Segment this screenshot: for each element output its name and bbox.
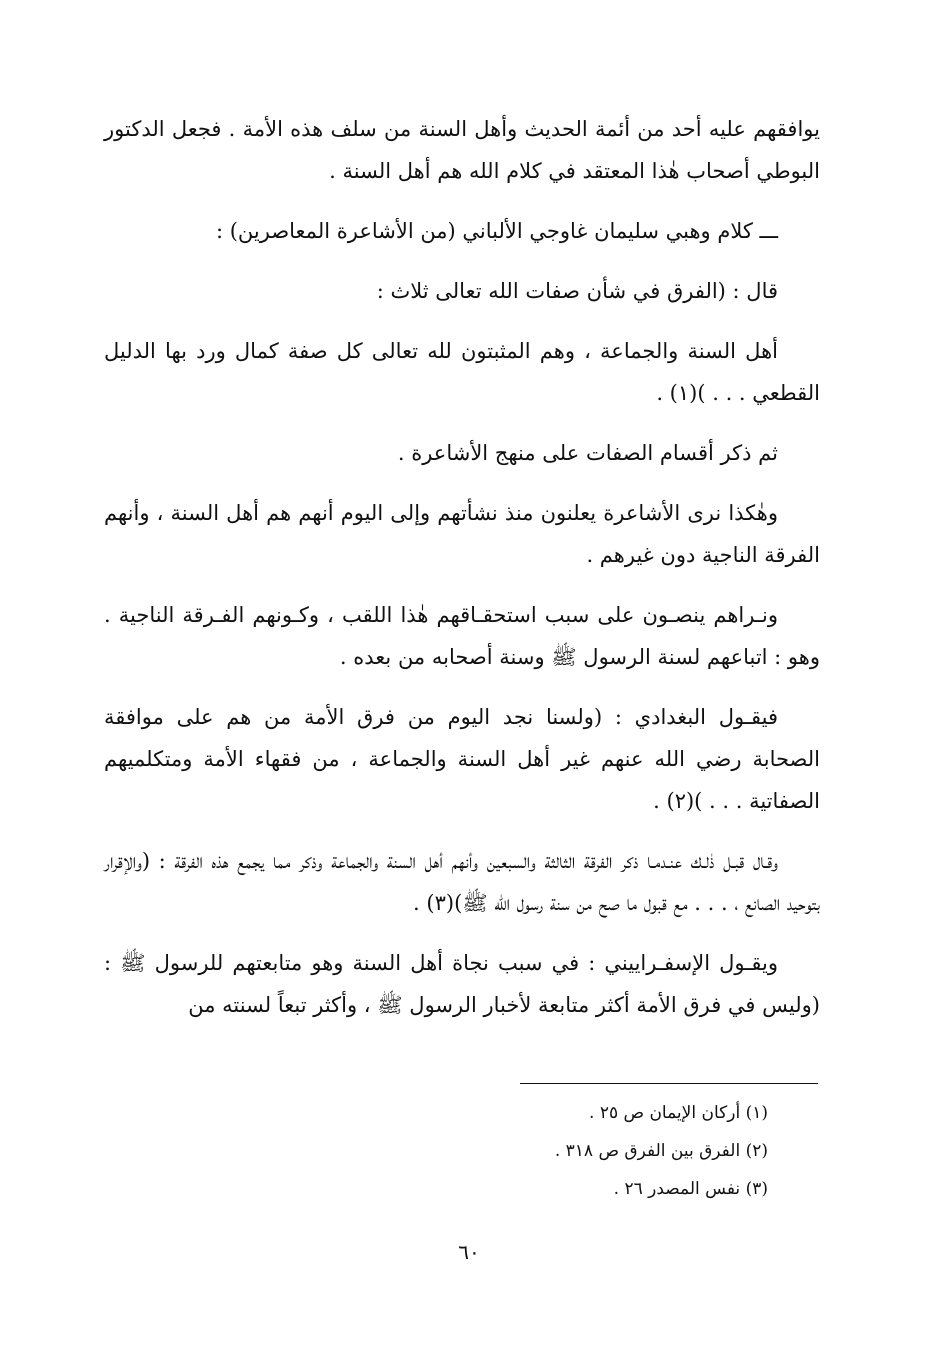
page-number: ٦٠	[458, 1240, 480, 1264]
footnote-1: (١) أركان الإيمان ص ٢٥ .	[589, 1103, 768, 1123]
footnote-3: (٣) نفس المصدر ٢٦ .	[613, 1179, 768, 1199]
paragraph-2-heading: ـــ كلام وهبي سليمان غاوجي الألباني (من الأشاعرة المعاصرين) :	[215, 219, 778, 243]
paragraph-10: ويقـول الإسفـراييني : في سبب نجاة أهل السنة وهو متابعتهم للرسول ﷺ : (وليس في فرق الأمة أكثر متابعة لأخبار الرسول ﷺ ، وأكثر تبعاً لسنته من	[104, 951, 820, 1017]
footnote-2: (٢) الفرق بين الفرق ص ٣١٨ .	[554, 1141, 768, 1161]
paragraph-9: وقـال قبـل ذٰلـك عنـدمـا ذكر الفرقة الثالثة والسبعين وأنهم أهل السنة والجماعة وذكر مما يجمع هذه الفرقة : (والإقرار بتوحيد الصانع ، . . . مع قبول ما صح من سنة رسول الله ﷺ)(٣) .	[104, 849, 820, 915]
page-body	[104, 108, 820, 1044]
paragraph-7: ونـراهم ينصـون على سبب استحقـاقهم هٰذا اللقب ، وكـونهم الفـرقة الناجية . وهو : اتباعهم لسنة الرسول ﷺ وسنة أصحابه من بعده .	[104, 603, 820, 669]
paragraph-6: وهٰكذا نرى الأشاعرة يعلنون منذ نشأتهم وإلى اليوم أنهم هم أهل السنة ، وأنهم الفرقة الناجية دون غيرهم .	[104, 501, 820, 567]
paragraph-1: يوافقهم عليه أحد من أئمة الحديث وأهل السنة من سلف هذه الأمة . فجعل الدكتور البوطي أصحاب هٰذا المعتقد في كلام الله هم أهل السنة .	[104, 117, 820, 183]
paragraph-3: قال : (الفرق في شأن صفات الله تعالى ثلاث :	[376, 279, 778, 303]
paragraph-5: ثم ذكر أقسام الصفات على منهج الأشاعرة .	[397, 441, 778, 465]
paragraph-4: أهل السنة والجماعة ، وهم المثبتون لله تعالى كل صفة كمال ورد بها الدليل القطعي . . . )(١) .	[104, 339, 820, 405]
paragraph-8: فيقـول البغدادي : (ولسنا نجد اليوم من فرق الأمة من هم على موافقة الصحابة رضي الله عنهم غير أهل السنة والجماعة ، من فقهاء الأمة ومتكلميهم الصفاتية . . . )(٢) .	[104, 705, 820, 813]
footnote-separator	[520, 1083, 818, 1084]
footnotes	[104, 1094, 768, 1208]
